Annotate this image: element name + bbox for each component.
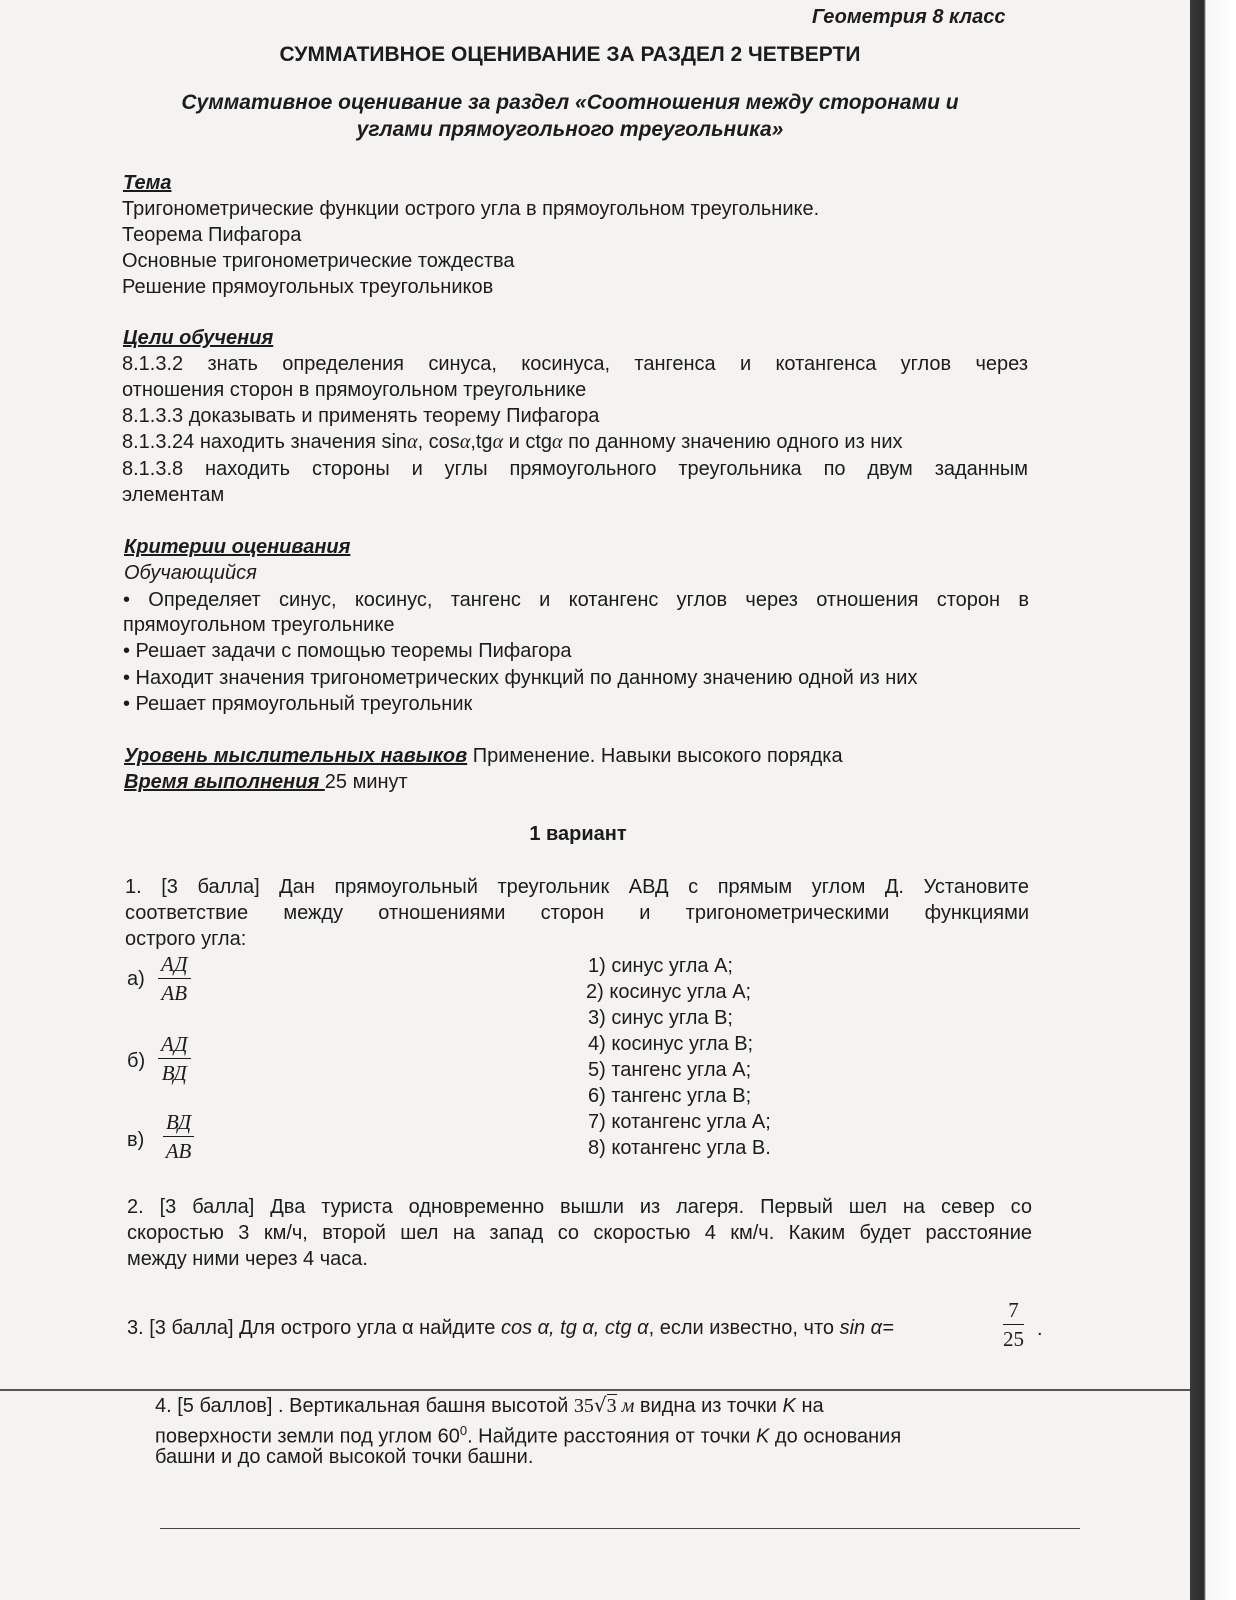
subject-label: Геометрия 8 класс (812, 6, 1006, 28)
task1-option: 6) тангенс угла В; (588, 1085, 752, 1107)
task3-period: . (1037, 1318, 1043, 1340)
task2-line-1: 2. [3 балла] Два туриста одновременно вышли из лагеря. Первый шел на север со (127, 1196, 1032, 1218)
goal-item-2: 8.1.3.3 доказывать и применять теорему Пифагора (122, 405, 600, 427)
criteria-item-1-line-2: прямоугольном треугольнике (123, 614, 395, 636)
task1-option: 4) косинус угла В; (588, 1033, 754, 1055)
goals-heading: Цели обучения (123, 327, 274, 349)
criteria-heading: Критерии оценивания (124, 536, 351, 558)
variant-title: 1 вариант (529, 823, 627, 845)
task1-line-2: соответствие между отношениями сторон и тригонометрическими функциями (125, 902, 1029, 924)
task1-option: 7) котангенс угла А; (588, 1111, 771, 1133)
task1-option: 3) синус угла В; (588, 1007, 733, 1029)
page-edge (1190, 0, 1236, 1600)
task4-line-2: поверхности земли под углом $60^0$. Найдите расстояния от точки K до основания (155, 1423, 902, 1448)
subtitle-line-2: углами прямоугольного треугольника» (356, 118, 784, 141)
criteria-item-1-line-1: • Определяет синус, косинус, тангенс и котангенс углов через отношения сторон в (123, 589, 1029, 611)
topic-item: Тригонометрические функции острого угла в прямоугольном треугольнике. (122, 198, 820, 220)
topic-item: Теорема Пифагора (122, 224, 302, 246)
task1-option: 8) котангенс угла В. (588, 1137, 771, 1159)
task2-line-3: между ними через 4 часа. (127, 1248, 368, 1270)
criteria-item-2: • Решает задачи с помощью теоремы Пифагора (123, 640, 572, 662)
fraction-label-c: в) (127, 1129, 145, 1151)
task1-option: 1) синус угла А; (588, 955, 733, 977)
fraction-label-b: б) (127, 1050, 146, 1072)
skills-level: Уровень мыслительных навыков Применение. Навыки высокого порядка (124, 745, 843, 767)
topic-item: Решение прямоугольных треугольников (122, 276, 494, 298)
topic-item: Основные тригонометрические тождества (122, 250, 515, 272)
main-title: СУММАТИВНОЕ ОЦЕНИВАНИЕ ЗА РАЗДЕЛ 2 ЧЕТВЕРТИ (279, 43, 861, 66)
task1-line-1: 1. [3 балла] Дан прямоугольный треугольник АВД с прямым углом Д. Установите (125, 876, 1029, 898)
subtitle-line-1: Суммативное оценивание за раздел «Соотношения между сторонами и (181, 91, 959, 114)
sheet-overlap-edge (0, 1389, 1190, 1391)
fraction-label-a: а) (127, 968, 145, 990)
goal-item-4-line-2: элементам (122, 484, 225, 506)
task4-line-3: башни и до самой высокой точки башни. (155, 1446, 534, 1468)
fraction-b: АД ВД (158, 1032, 191, 1086)
task4-line-1: 4. [5 баллов] . Вертикальная башня высотой 35√3 м видна из точки K на (155, 1393, 824, 1417)
task1-option: 2) косинус угла А; (586, 981, 752, 1003)
task2-line-2: скоростью 3 км/ч, второй шел на запад со скоростью 4 км/ч. Каким будет расстояние (127, 1222, 1032, 1244)
skills-time: Время выполнения 25 минут (124, 771, 408, 793)
fraction-a: АД АВ (158, 952, 191, 1006)
goal-item-1-line-1: 8.1.3.2 знать определения синуса, косинуса, тангенса и котангенса углов через (122, 353, 1028, 375)
bottom-rule (160, 1528, 1080, 1529)
goal-item-4-line-1: 8.1.3.8 находить стороны и углы прямоугольного треугольника по двум заданным (122, 458, 1028, 480)
goal-item-3: 8.1.3.24 находить значения sinα, cosα,tgα и ctgα по данному значению одного из них (122, 431, 903, 453)
task3-text: 3. [3 балла] Для острого угла α найдите cos α, tg α, ctg α, если известно, что sin α= (127, 1317, 894, 1339)
fraction-c: ВД АВ (163, 1110, 194, 1164)
criteria-learner: Обучающийся (124, 562, 257, 584)
task1-line-3: острого угла: (125, 928, 247, 950)
criteria-item-3: • Находит значения тригонометрических функций по данному значению одной из них (123, 667, 918, 689)
goal-item-1-line-2: отношения сторон в прямоугольном треугольнике (122, 379, 587, 401)
task1-option: 5) тангенс угла А; (588, 1059, 752, 1081)
criteria-item-4: • Решает прямоугольный треугольник (123, 693, 473, 715)
task3-sin-fraction: $\frac{7}{25}$ (1003, 1298, 1024, 1351)
topic-heading: Тема (123, 172, 172, 194)
